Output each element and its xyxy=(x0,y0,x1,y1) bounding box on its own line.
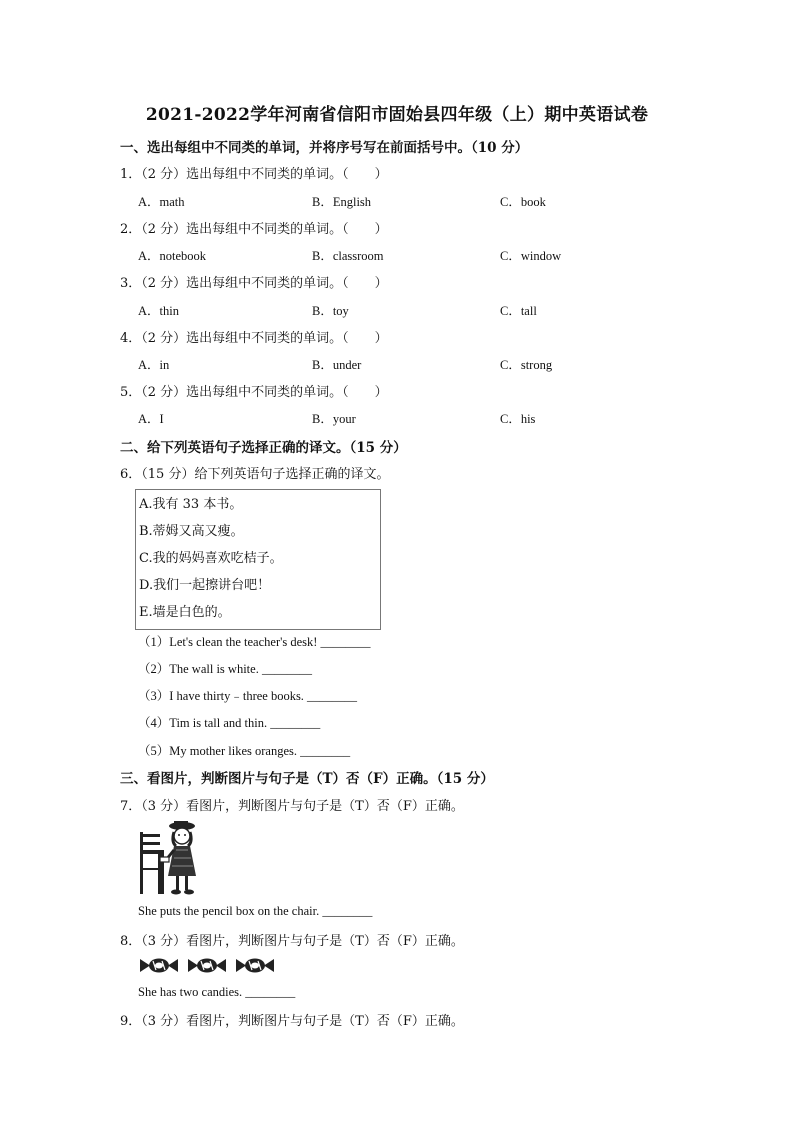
translation-option-a: A.我有 33 本书。 xyxy=(139,497,243,512)
question-1-stem: 1．（2 分）选出每组中不同类的单词。（ ） xyxy=(120,167,388,182)
translation-option-d: D.我们一起擦讲台吧！ xyxy=(139,578,271,593)
translation-item-2: （2）The wall is white. ________ xyxy=(138,662,312,676)
translation-item-4: （4）Tim is tall and thin. ________ xyxy=(138,716,321,730)
question-8-sentence: She has two candies. ________ xyxy=(138,985,296,999)
translation-item-3: （3）I have thirty﹣three books. ________ xyxy=(138,689,358,703)
question-2-stem: 2．（2 分）选出每组中不同类的单词。（ ） xyxy=(120,222,388,237)
question-2-option-a: A．notebook xyxy=(138,249,207,263)
translation-option-b: B.蒂姆又高又瘦。 xyxy=(139,524,244,539)
question-8-stem: 8．（3 分）看图片，判断图片与句子是（T）否（F）正确。 xyxy=(120,934,464,949)
page-title: 2021-2022学年河南省信阳市固始县四年级（上）期中英语试卷 xyxy=(145,105,649,125)
translation-option-c: C.我的妈妈喜欢吃桔子。 xyxy=(139,551,283,566)
question-3-option-c: C．tall xyxy=(500,304,537,318)
question-4-option-b: B．under xyxy=(312,358,362,372)
question-4-option-a: A．in xyxy=(138,358,170,372)
question-7-sentence: She puts the pencil box on the chair. ________ xyxy=(138,904,373,918)
question-1-option-a: A．math xyxy=(138,195,185,209)
section-heading-1: 一、选出每组中不同类的单词，并将序号写在前面括号中。（10 分） xyxy=(120,140,529,156)
candy-icon xyxy=(140,957,178,974)
candy-icon xyxy=(188,957,226,974)
question-3-option-a: A．thin xyxy=(138,304,179,318)
question-1-option-b: B．English xyxy=(312,195,372,209)
question-3-option-b: B．toy xyxy=(312,304,349,318)
question-2-option-b: B．classroom xyxy=(312,249,384,263)
question-5-option-b: B．your xyxy=(312,412,356,426)
translation-item-1: （1）Let's clean the teacher's desk! ________ xyxy=(138,635,371,649)
translation-option-e: E.墙是白色的。 xyxy=(139,605,231,620)
translation-options-box xyxy=(135,489,381,630)
question-1-option-c: C．book xyxy=(500,195,546,209)
question-5-option-a: A．I xyxy=(138,412,164,426)
translation-item-5: （5）My mother likes oranges. ________ xyxy=(138,744,351,758)
girl-chair-picture xyxy=(138,820,204,896)
question-6-stem: 6．（15 分）给下列英语句子选择正确的译文。 xyxy=(120,467,390,482)
question-7-stem: 7．（3 分）看图片，判断图片与句子是（T）否（F）正确。 xyxy=(120,799,464,814)
question-5-stem: 5．（2 分）选出每组中不同类的单词。（ ） xyxy=(120,385,388,400)
section-heading-3: 三、看图片，判断图片与句子是（T）否（F）正确。（15 分） xyxy=(120,771,494,787)
question-5-option-c: C．his xyxy=(500,412,536,426)
question-9-stem: 9．（3 分）看图片，判断图片与句子是（T）否（F）正确。 xyxy=(120,1014,464,1029)
question-3-stem: 3．（2 分）选出每组中不同类的单词。（ ） xyxy=(120,276,388,291)
section-heading-2: 二、给下列英语句子选择正确的译文。（15 分） xyxy=(120,440,407,456)
question-2-option-c: C．window xyxy=(500,249,562,263)
candy-icon xyxy=(236,957,274,974)
question-4-option-c: C．strong xyxy=(500,358,553,372)
question-4-stem: 4．（2 分）选出每组中不同类的单词。（ ） xyxy=(120,331,388,346)
